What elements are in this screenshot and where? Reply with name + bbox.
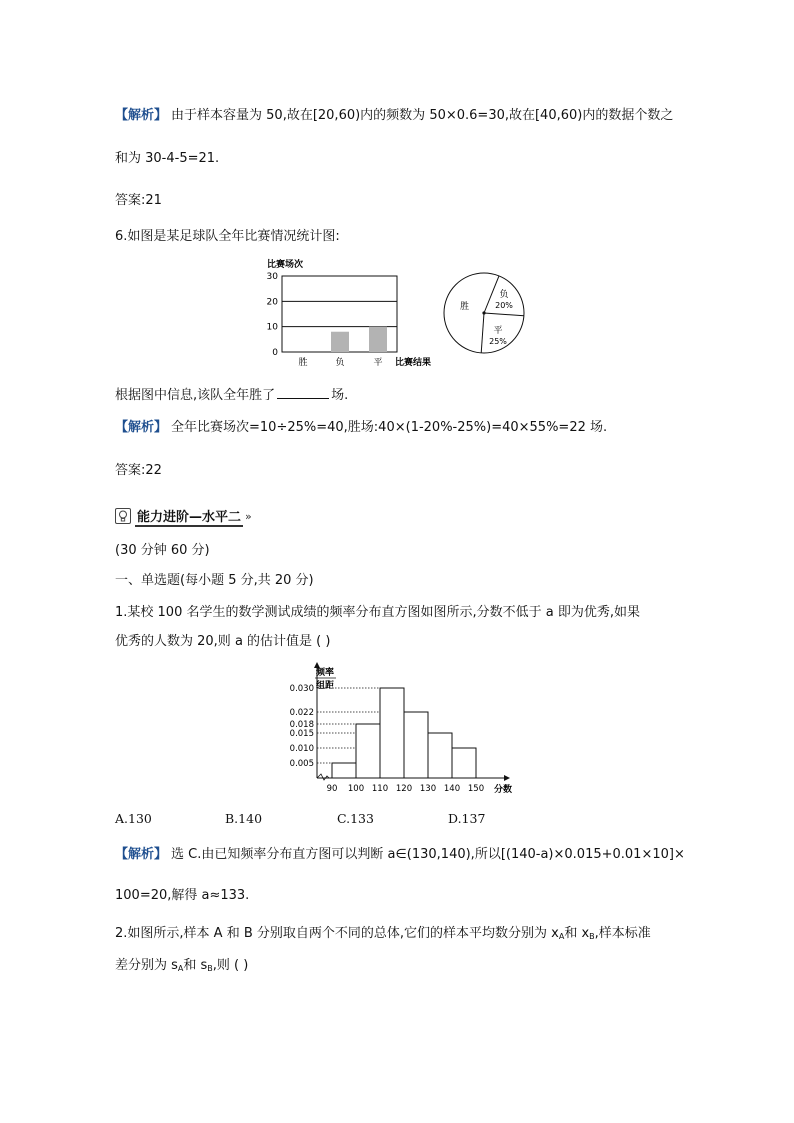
histogram-bar: [404, 712, 428, 778]
section-title: 能力进阶—水平二: [135, 506, 243, 527]
p2-text-f: ,则 ( ): [212, 958, 249, 973]
axis-break: [317, 774, 329, 780]
pie-center: [482, 311, 485, 314]
x-tick-label: 140: [443, 784, 461, 794]
option-a[interactable]: A.130: [115, 811, 152, 826]
bar: [369, 327, 387, 352]
p2-text-e: 和 s: [183, 958, 208, 973]
match-result-pie-chart: [440, 265, 540, 361]
slice-value: 25%: [489, 337, 507, 346]
q5-analysis-line1: [115, 107, 673, 125]
y-tick-label: 20: [266, 297, 278, 308]
slice-label: 负: [499, 290, 509, 300]
q6-answer: 答案:22: [115, 463, 162, 478]
p2-line2: [115, 957, 248, 978]
bar: [331, 332, 349, 352]
analysis-tag: 【解析】: [115, 847, 168, 862]
y-tick-label: 0.010: [289, 744, 314, 754]
y-axis-label-bottom: 组距: [316, 681, 335, 691]
x-axis-arrow: [504, 775, 510, 781]
option-b[interactable]: B.140: [225, 811, 263, 826]
analysis-tag: 【解析】: [115, 420, 168, 435]
y-tick-label: 0.005: [289, 759, 314, 769]
q6-fill-before: 根据图中信息,该队全年胜了: [115, 388, 276, 403]
analysis-tag: 【解析】: [115, 108, 168, 123]
q6-question: 6.如图是某足球队全年比赛情况统计图:: [115, 229, 340, 244]
section-time: (30 分钟 60 分): [115, 543, 210, 558]
p2-text-d: 差分别为 s: [115, 958, 178, 973]
slice-label: 平: [493, 326, 503, 336]
option-d[interactable]: D.137: [448, 811, 486, 826]
subscript-b: B: [207, 964, 213, 973]
y-tick-label: 30: [266, 272, 278, 282]
x-tick-label: 100: [347, 784, 365, 794]
x-tick-label: 胜: [298, 358, 308, 368]
q6-analysis-text: 全年比赛场次=10÷25%=40,胜场:40×(1-20%-25%)=40×55%=22 场.: [171, 420, 608, 435]
lightbulb-icon: [115, 508, 131, 524]
answer-blank: [277, 385, 329, 399]
histogram-bar: [356, 724, 380, 778]
q6-fill-blank: [115, 385, 348, 405]
section-header: [115, 507, 252, 525]
y-axis-label: 比赛场次: [267, 260, 304, 270]
histogram-bar: [380, 688, 404, 778]
p2-line1: [115, 925, 651, 946]
x-tick-label: 130: [419, 784, 437, 794]
p1-line1: 1.某校 100 名学生的数学测试成绩的频率分布直方图如图所示,分数不低于 a 即为优秀,如果: [115, 605, 640, 620]
q5-analysis-text: 由于样本容量为 50,故在[20,60)内的频数为 50×0.6=30,故在[40,60)内的数据个数之: [171, 108, 674, 123]
x-tick-label: 90: [326, 784, 338, 794]
histogram-bar: [428, 733, 452, 778]
subscript-a: A: [558, 932, 565, 941]
p2-text-b: 和 x: [564, 926, 590, 941]
slice-value: 20%: [495, 301, 513, 310]
p1-analysis-line1: [115, 846, 685, 864]
frequency-histogram: [272, 660, 522, 798]
q6-fill-after: 场.: [331, 388, 349, 403]
subscript-a: A: [177, 964, 184, 973]
double-chevron-icon: »: [245, 509, 252, 523]
subscript-b: B: [589, 932, 595, 941]
x-axis-label: 比赛结果: [395, 358, 432, 368]
y-tick-label: 0.030: [289, 684, 314, 694]
y-tick-label: 0: [272, 348, 278, 358]
p2-text-c: ,样本标准: [594, 926, 651, 941]
slice-label: 胜: [460, 302, 470, 312]
p1-line2: 优秀的人数为 20,则 a 的估计值是 ( ): [115, 634, 331, 649]
y-tick-label: 10: [266, 322, 278, 333]
histogram-bar: [452, 748, 476, 778]
x-tick-label: 110: [371, 784, 389, 794]
y-tick-label: 0.022: [289, 708, 314, 718]
q6-analysis: [115, 419, 607, 437]
p1-analysis-line2: 100=20,解得 a≈133.: [115, 888, 250, 903]
option-c[interactable]: C.133: [337, 811, 374, 826]
q5-analysis-line2: 和为 30-4-5=21.: [115, 151, 220, 166]
p1-analysis-text: 选 C.由已知频率分布直方图可以判断 a∈(130,140),所以[(140-a)×0.015+0.01×10]×: [171, 847, 685, 862]
y-tick-label: 0.015: [289, 729, 314, 739]
x-tick-label: 150: [467, 784, 485, 794]
histogram-bar: [332, 763, 356, 778]
x-tick-label: 平: [373, 358, 383, 368]
y-tick-label: 0.018: [289, 720, 314, 730]
x-tick-label: 120: [395, 784, 413, 794]
p2-text-a: 2.如图所示,样本 A 和 B 分别取自两个不同的总体,它们的样本平均数分别为 x: [115, 926, 559, 941]
q5-answer: 答案:21: [115, 193, 162, 208]
y-axis-label-top: 频率: [316, 668, 335, 678]
section-part: 一、单选题(每小题 5 分,共 20 分): [115, 573, 314, 588]
x-tick-label: 负: [335, 358, 345, 368]
x-axis-label: 分数: [494, 785, 513, 795]
match-count-bar-chart: [262, 258, 442, 370]
